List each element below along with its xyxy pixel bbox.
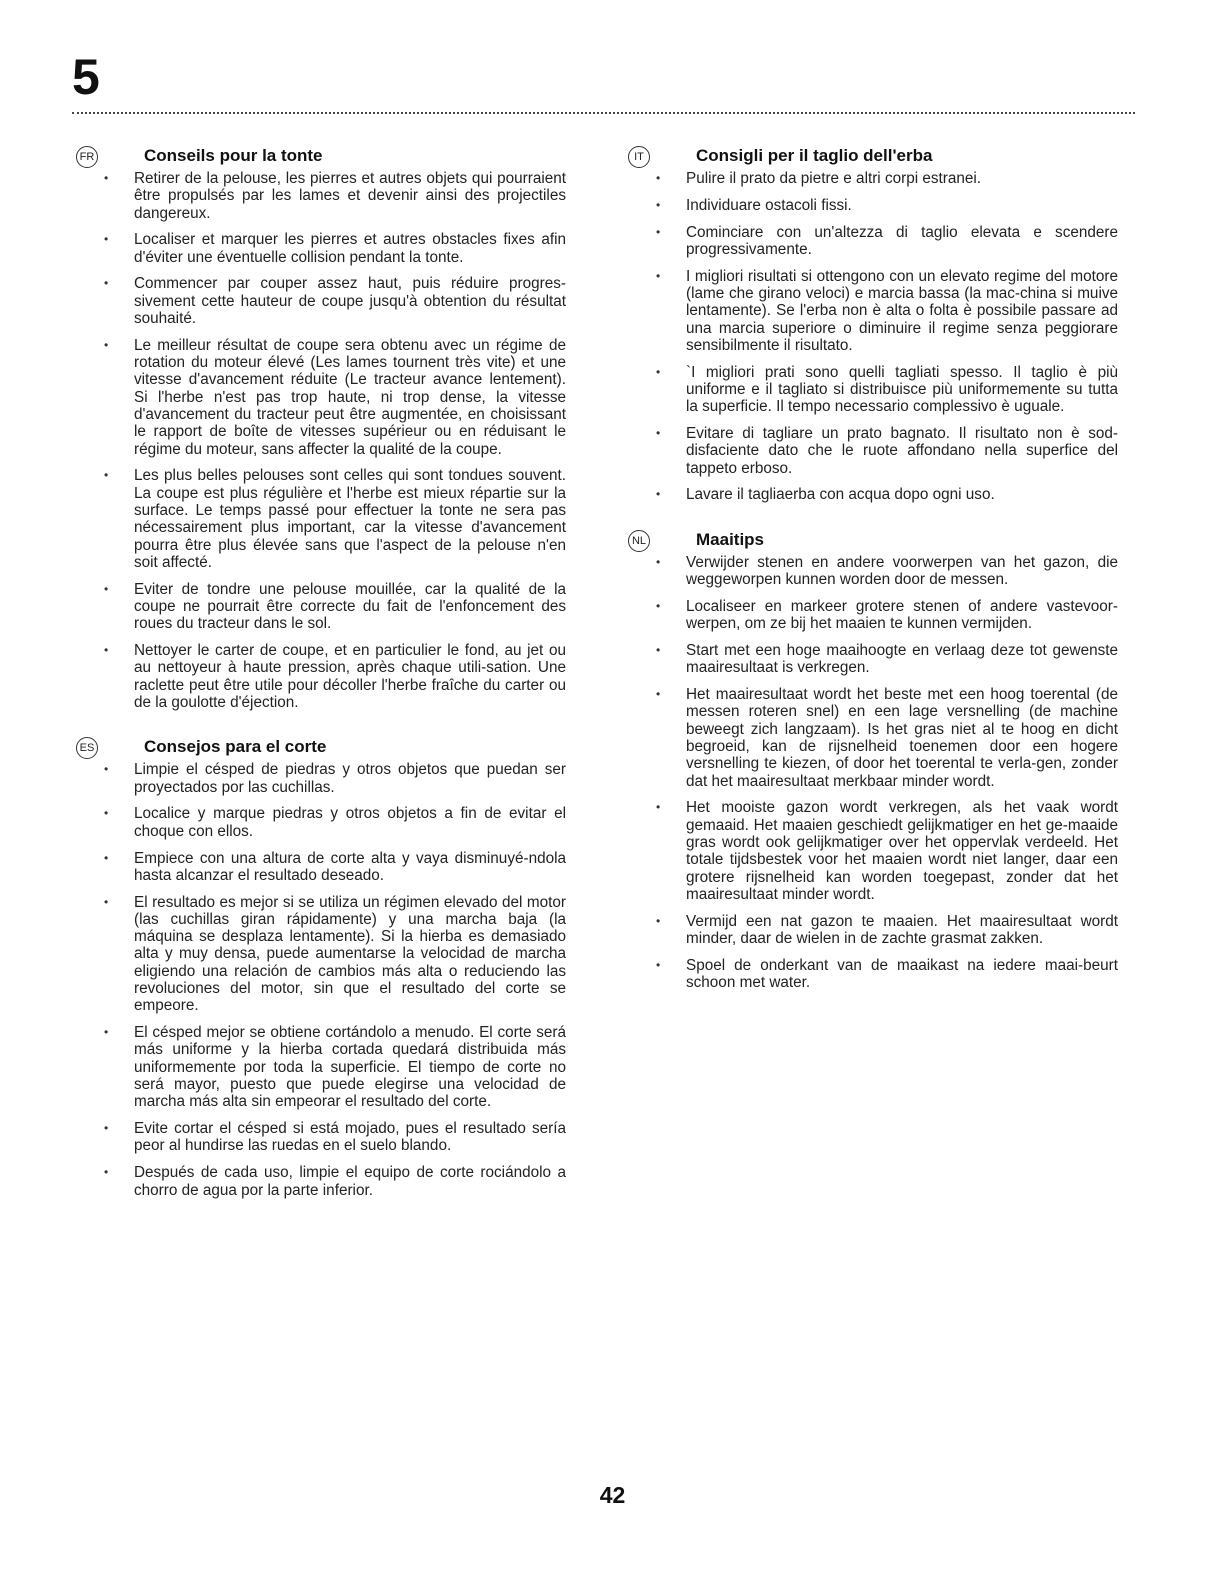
list-item xyxy=(656,196,1118,214)
bullet-icon: • xyxy=(656,598,661,613)
list-item-text: Commencer par couper assez haut, puis réduire progres-sivement cette hauteur de coupe jusqu'à obtention du résultat souhaité. xyxy=(134,275,566,328)
bullet-icon: • xyxy=(104,1121,109,1136)
list-item-text: Retirer de la pelouse, les pierres et autres objets qui pourraient être propulsés par les lames et devenir ainsi des projectiles dangereux. xyxy=(134,170,566,222)
list-item xyxy=(104,893,566,1015)
list-item xyxy=(656,363,1118,416)
bullet-icon: • xyxy=(104,894,109,909)
list-item xyxy=(656,686,1118,790)
tips-list xyxy=(656,170,1118,504)
list-item-text: Evite cortar el césped si está mojado, pues el resultado sería peor al hundirse las ruedas en el suelo blando. xyxy=(134,1120,566,1155)
right-column xyxy=(631,146,1118,1015)
page-number: 42 xyxy=(599,1482,626,1508)
left-column xyxy=(79,146,566,1223)
language-badge-icon: FR xyxy=(76,146,98,168)
list-item-text: Después de cada uso, limpie el equipo de corte rociándolo a chorro de agua por la parte inferior. xyxy=(134,1164,566,1199)
list-item-text: El resultado es mejor si se utiliza un régimen elevado del motor (las cuchillas giran rápidamente) y una marcha baja (la máquina se desplaza lentamente). Si la hierba es demasiado alta y muy densa, puede aumentarse la velocidad de marcha eligiendo una relación de cambios más alta o reduciendo las revoluciones del motor, sin que el resultado del corte se empeore. xyxy=(134,893,566,1015)
section-nl xyxy=(631,529,1118,992)
bullet-icon: • xyxy=(656,642,661,657)
list-item-text: Les plus belles pelouses sont celles qui sont tondues souvent. La coupe est plus régulière et l'herbe est mieux répartie sur la surface. Le temps passé pour effectuer la tonte ne sera pas nécessairement plus important, car la vitesse d'avancement pourra être plus élevée sans que l'aspect de la pelouse n'en soit affecté. xyxy=(134,467,566,571)
bullet-icon: • xyxy=(656,800,661,815)
list-item xyxy=(104,1164,566,1199)
list-item xyxy=(104,170,566,222)
list-item-text: Pulire il prato da pietre e altri corpi estranei. xyxy=(686,170,982,187)
list-item xyxy=(104,761,566,796)
list-item-text: Localice y marque piedras y otros objetos a fin de evitar el choque con ellos. xyxy=(134,805,566,840)
list-item xyxy=(656,486,1118,504)
list-item xyxy=(104,275,566,328)
list-item xyxy=(104,849,566,885)
list-item xyxy=(656,170,1118,187)
language-badge-icon: IT xyxy=(628,146,650,168)
list-item-text: Localiser et marquer les pierres et autres obstacles fixes afin d'éviter une éventuelle collision pendant la tonte. xyxy=(134,231,566,266)
list-item-text: El césped mejor se obtiene cortándolo a menudo. El corte será más uniforme y la hierba cortada quedará distribuida más uniformemente por toda la superficie. El tiempo de corte no será mayor, puesto que puede elegirse una velocidad de marcha más alta sin empeorar el resultado del corte. xyxy=(134,1024,566,1111)
bullet-icon: • xyxy=(104,1025,109,1040)
bullet-icon: • xyxy=(104,232,109,247)
bullet-icon: • xyxy=(104,762,109,777)
list-item xyxy=(656,956,1118,992)
list-item-text: Evitare di tagliare un prato bagnato. Il risultato non è sod-disfaciente dato che le ruote affondano nella superfice del tappeto erboso. xyxy=(686,425,1118,477)
bullet-icon: • xyxy=(104,1165,109,1180)
bullet-icon: • xyxy=(656,487,661,502)
bullet-icon: • xyxy=(104,850,109,865)
language-badge-icon: ES xyxy=(76,737,98,759)
section-heading: Conseils pour la tonte xyxy=(144,146,323,165)
list-item xyxy=(104,805,566,840)
list-item-text: Empiece con una altura de corte alta y vaya disminuyé-ndola hasta alcanzar el resultado deseado. xyxy=(134,849,566,884)
tips-list xyxy=(104,170,566,712)
list-item xyxy=(656,597,1118,633)
list-item xyxy=(656,553,1118,589)
bullet-icon: • xyxy=(104,806,109,821)
list-item-text: Lavare il tagliaerba con acqua dopo ogni uso. xyxy=(686,486,995,504)
bullet-icon: • xyxy=(104,643,109,658)
bullet-icon: • xyxy=(104,171,109,185)
list-item-text: Verwijder stenen en andere voorwerpen van het gazon, die weggeworpen kunnen worden door de messen. xyxy=(686,553,1118,589)
bullet-icon: • xyxy=(656,268,661,283)
bullet-icon: • xyxy=(104,581,109,596)
bullet-icon: • xyxy=(656,554,661,569)
bullet-icon: • xyxy=(656,171,661,185)
list-item xyxy=(656,267,1118,354)
language-badge-icon: NL xyxy=(628,530,650,552)
list-item-text: I migliori risultati si ottengono con un elevato regime del motore (lame che girano veloci) e marcia bassa (la mac-china si muive lentamente). Se l'erba non è alta o folta è possibile passare ad una marcia superiore o diminuire il regime senza peggiorare sensibilmente il risultato. xyxy=(686,267,1118,354)
list-item-text: Het mooiste gazon wordt verkregen, als het vaak wordt gemaaid. Het maaien geschiedt gelijkmatiger en het ge-maaide gras wordt ook gelijkmatiger over het oppervlak verdeeld. Het totale tijdsbestek voor het maaien wordt niet langer, daar een grotere rijsnelheid kan worden toegepast, zonder dat het maairesultaat minder wordt. xyxy=(686,799,1118,903)
list-item-text: Localiseer en markeer grotere stenen of andere vastevoor-werpen, om ze bij het maaien te kunnen vermijden. xyxy=(686,597,1118,633)
list-item xyxy=(656,641,1118,677)
list-item-text: Le meilleur résultat de coupe sera obtenu avec un régime de rotation du moteur élevé (Les lames tournent très vite) et une vitesse d'avancement réduite (Le tracteur avance lentement). Si l'herbe n'est pas trop haute, ni trop dense, la vitesse d'avancement du tracteur peut être augmentée, en choisissant le rapport de boîte de vitesses supérieur ou en réduisant le régime du moteur, sans affecter la qualité de la coupe. xyxy=(134,336,566,458)
list-item-text: Cominciare con un'altezza di taglio elevata e scendere progressivamente. xyxy=(686,223,1118,258)
list-item xyxy=(104,580,566,633)
list-item-text: `I migliori prati sono quelli tagliati spesso. Il taglio è più uniforme e il tagliato si distribuisce più uniformemente su tutta la superficie. Il tempo necessario complessivo è uguale. xyxy=(686,363,1118,416)
list-item-text: Start met een hoge maaihoogte en verlaag deze tot gewenste maairesultaat is verkregen. xyxy=(686,641,1118,677)
list-item xyxy=(656,223,1118,259)
bullet-icon: • xyxy=(656,957,661,972)
tips-list xyxy=(104,761,566,1199)
list-item-text: Spoel de onderkant van de maaikast na iedere maai-beurt schoon met water. xyxy=(686,956,1118,991)
list-item xyxy=(656,912,1118,948)
list-item-text: Limpie el césped de piedras y otros objetos que puedan ser proyectados por las cuchillas. xyxy=(134,761,566,796)
section-es xyxy=(79,737,566,1199)
chapter-number: 5 xyxy=(72,49,100,105)
section-heading: Consigli per il taglio dell'erba xyxy=(696,146,933,165)
section-heading: Consejos para el corte xyxy=(144,737,327,757)
list-item xyxy=(656,425,1118,477)
bullet-icon: • xyxy=(656,364,661,379)
bullet-icon: • xyxy=(656,687,661,702)
bullet-icon: • xyxy=(656,426,661,441)
bullet-icon: • xyxy=(104,276,109,291)
bullet-icon: • xyxy=(656,197,661,212)
list-item-text: Individuare ostacoli fissi. xyxy=(686,196,852,214)
section-fr xyxy=(79,146,566,712)
tips-list xyxy=(656,553,1118,992)
list-item-text: Nettoyer le carter de coupe, et en particulier le fond, au jet ou au nettoyeur à haute pression, après chaque utili-sation. Une raclette peut être utile pour décoller l'herbe fraîche du carter ou de la goulotte d'éjection. xyxy=(134,642,566,712)
header-divider xyxy=(72,112,1135,114)
bullet-icon: • xyxy=(656,913,661,928)
section-it xyxy=(634,146,1118,504)
section-heading: Maaitips xyxy=(696,529,765,549)
list-item-text: Eviter de tondre une pelouse mouillée, car la qualité de la coupe ne pourrait être correcte du fait de l'enfoncement des roues du tracteur dans le sol. xyxy=(134,580,566,633)
list-item-text: Het maairesultaat wordt het beste met een hoog toerental (de messen roteren snel) en een lage versnelling (de machine beweegt zich langzaam). Is het gras niet al te hoog en dicht begroeid, kan de rijsnelheid toenemen door een hogere versnelling te kiezen, of door het toerental te verla-gen, zonder dat het maairesultaat merkbaar minder wordt. xyxy=(686,686,1118,790)
list-item xyxy=(656,799,1118,903)
list-item xyxy=(104,1024,566,1111)
list-item xyxy=(104,467,566,571)
list-item xyxy=(104,336,566,458)
bullet-icon: • xyxy=(104,468,109,483)
list-item xyxy=(104,642,566,712)
bullet-icon: • xyxy=(104,337,109,352)
list-item-text: Vermijd een nat gazon te maaien. Het maairesultaat wordt minder, daar de wielen in de zachte grasmat zakken. xyxy=(686,912,1118,947)
bullet-icon: • xyxy=(656,224,661,239)
list-item xyxy=(104,231,566,266)
list-item xyxy=(104,1120,566,1155)
